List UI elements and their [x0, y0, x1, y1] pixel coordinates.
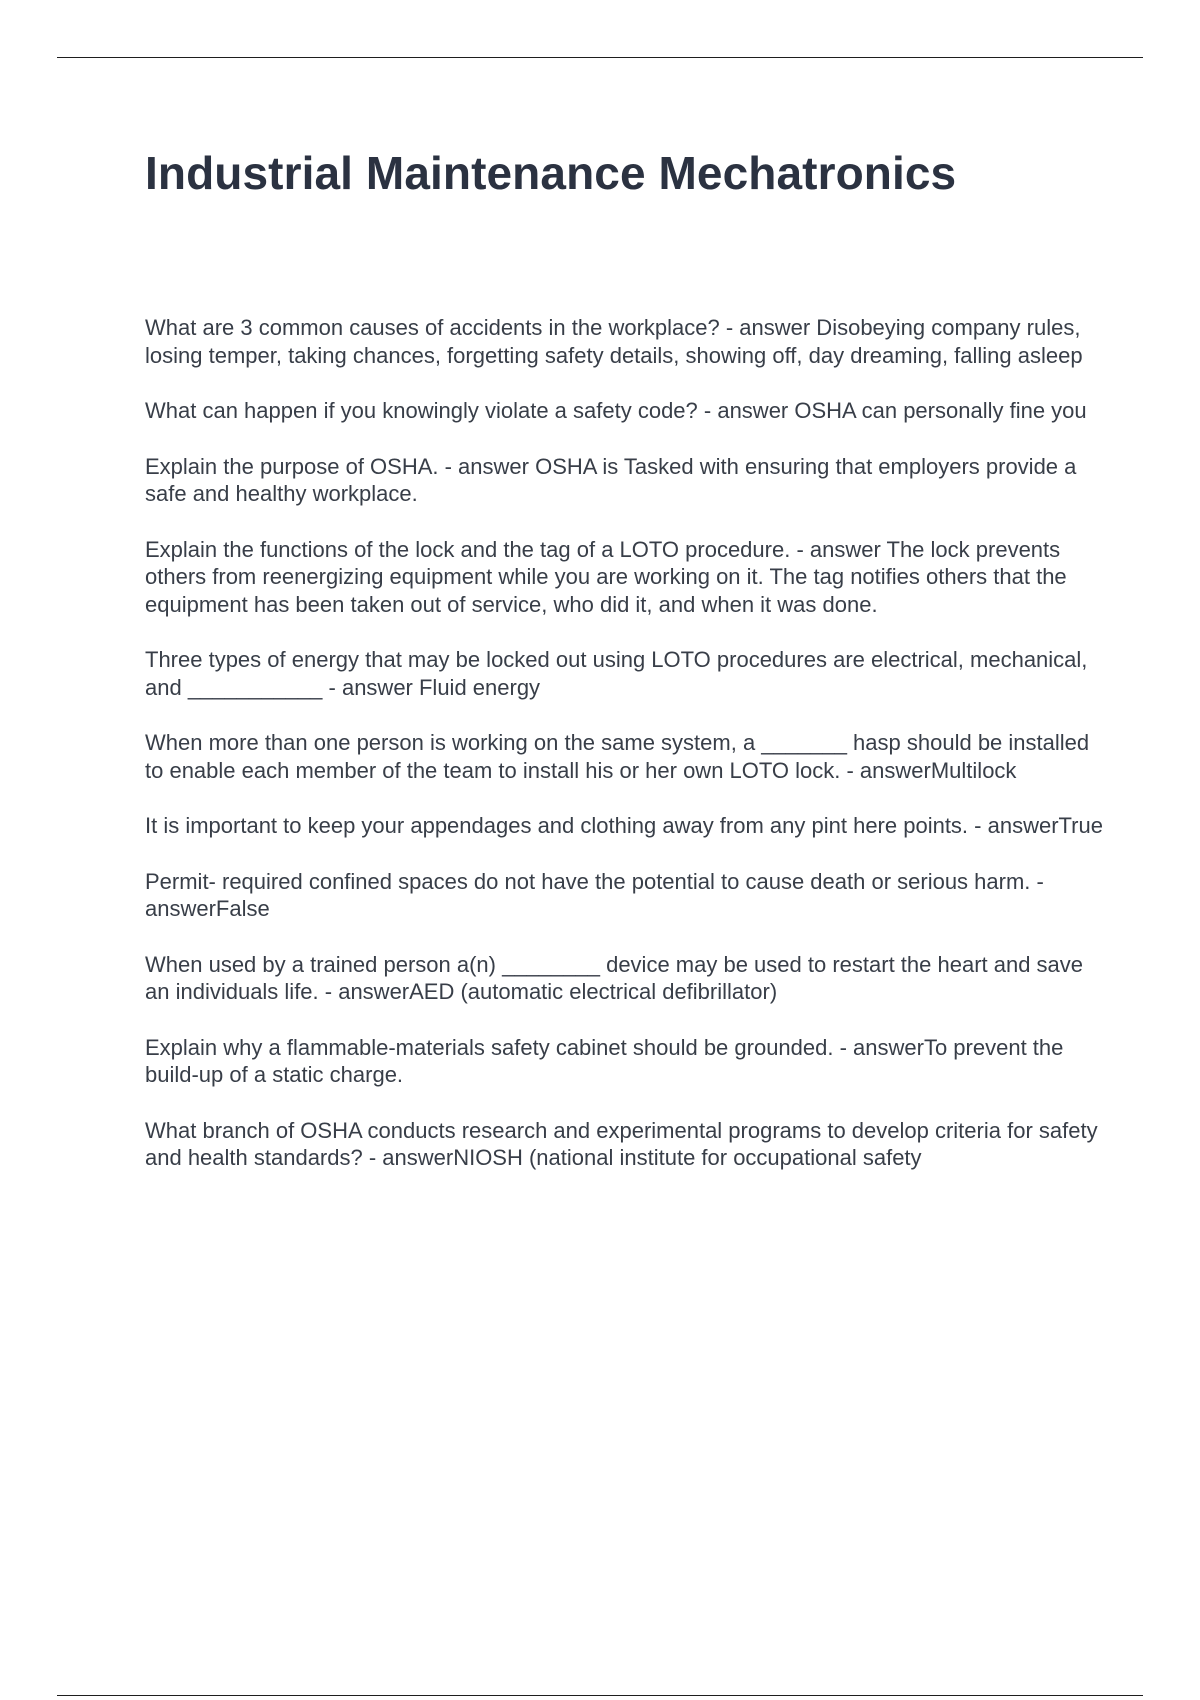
qa-list — [145, 314, 1105, 1200]
qa-item: What can happen if you knowingly violate a safety code? - answer OSHA can personally fine you — [145, 398, 1087, 423]
qa-item: Explain the functions of the lock and the tag of a LOTO procedure. - answer The lock prevents others from reenergizing equipment while you are working on it. The tag notifies others that the equipment has been taken out of service, who did it, and when it was done. — [145, 536, 1067, 617]
qa-item: What branch of OSHA conducts research and experimental programs to develop criteria for safety and health standards? - answerNIOSH (national institute for occupational safety — [145, 1117, 1098, 1170]
footer-divider — [57, 1695, 1143, 1696]
qa-item: When used by a trained person a(n) ________ device may be used to restart the heart and save an individuals life. - answerAED (automatic electrical defibrillator) — [145, 951, 1084, 1004]
qa-item: When more than one person is working on the same system, a _______ hasp should be installed to enable each member of the team to install his or her own LOTO lock. - answerMultilock — [145, 730, 1090, 783]
qa-item: Permit- required confined spaces do not have the potential to cause death or serious harm. - answerFalse — [145, 868, 1044, 921]
page-title: Industrial Maintenance Mechatronics — [145, 147, 957, 199]
qa-item: Explain why a flammable-materials safety cabinet should be grounded. - answerTo prevent the build-up of a static charge. — [145, 1034, 1064, 1087]
qa-item: It is important to keep your appendages and clothing away from any pint here points. - answerTrue — [145, 813, 1103, 838]
qa-item: Explain the purpose of OSHA. - answer OSHA is Tasked with ensuring that employers provide a safe and healthy workplace. — [145, 453, 1077, 506]
qa-item: What are 3 common causes of accidents in the workplace? - answer Disobeying company rules, losing temper, taking chances, forgetting safety details, showing off, day dreaming, falling asleep — [145, 315, 1083, 368]
qa-item: Three types of energy that may be locked out using LOTO procedures are electrical, mechanical, and ___________ - answer Fluid energy — [145, 647, 1088, 700]
header-divider — [57, 57, 1143, 58]
